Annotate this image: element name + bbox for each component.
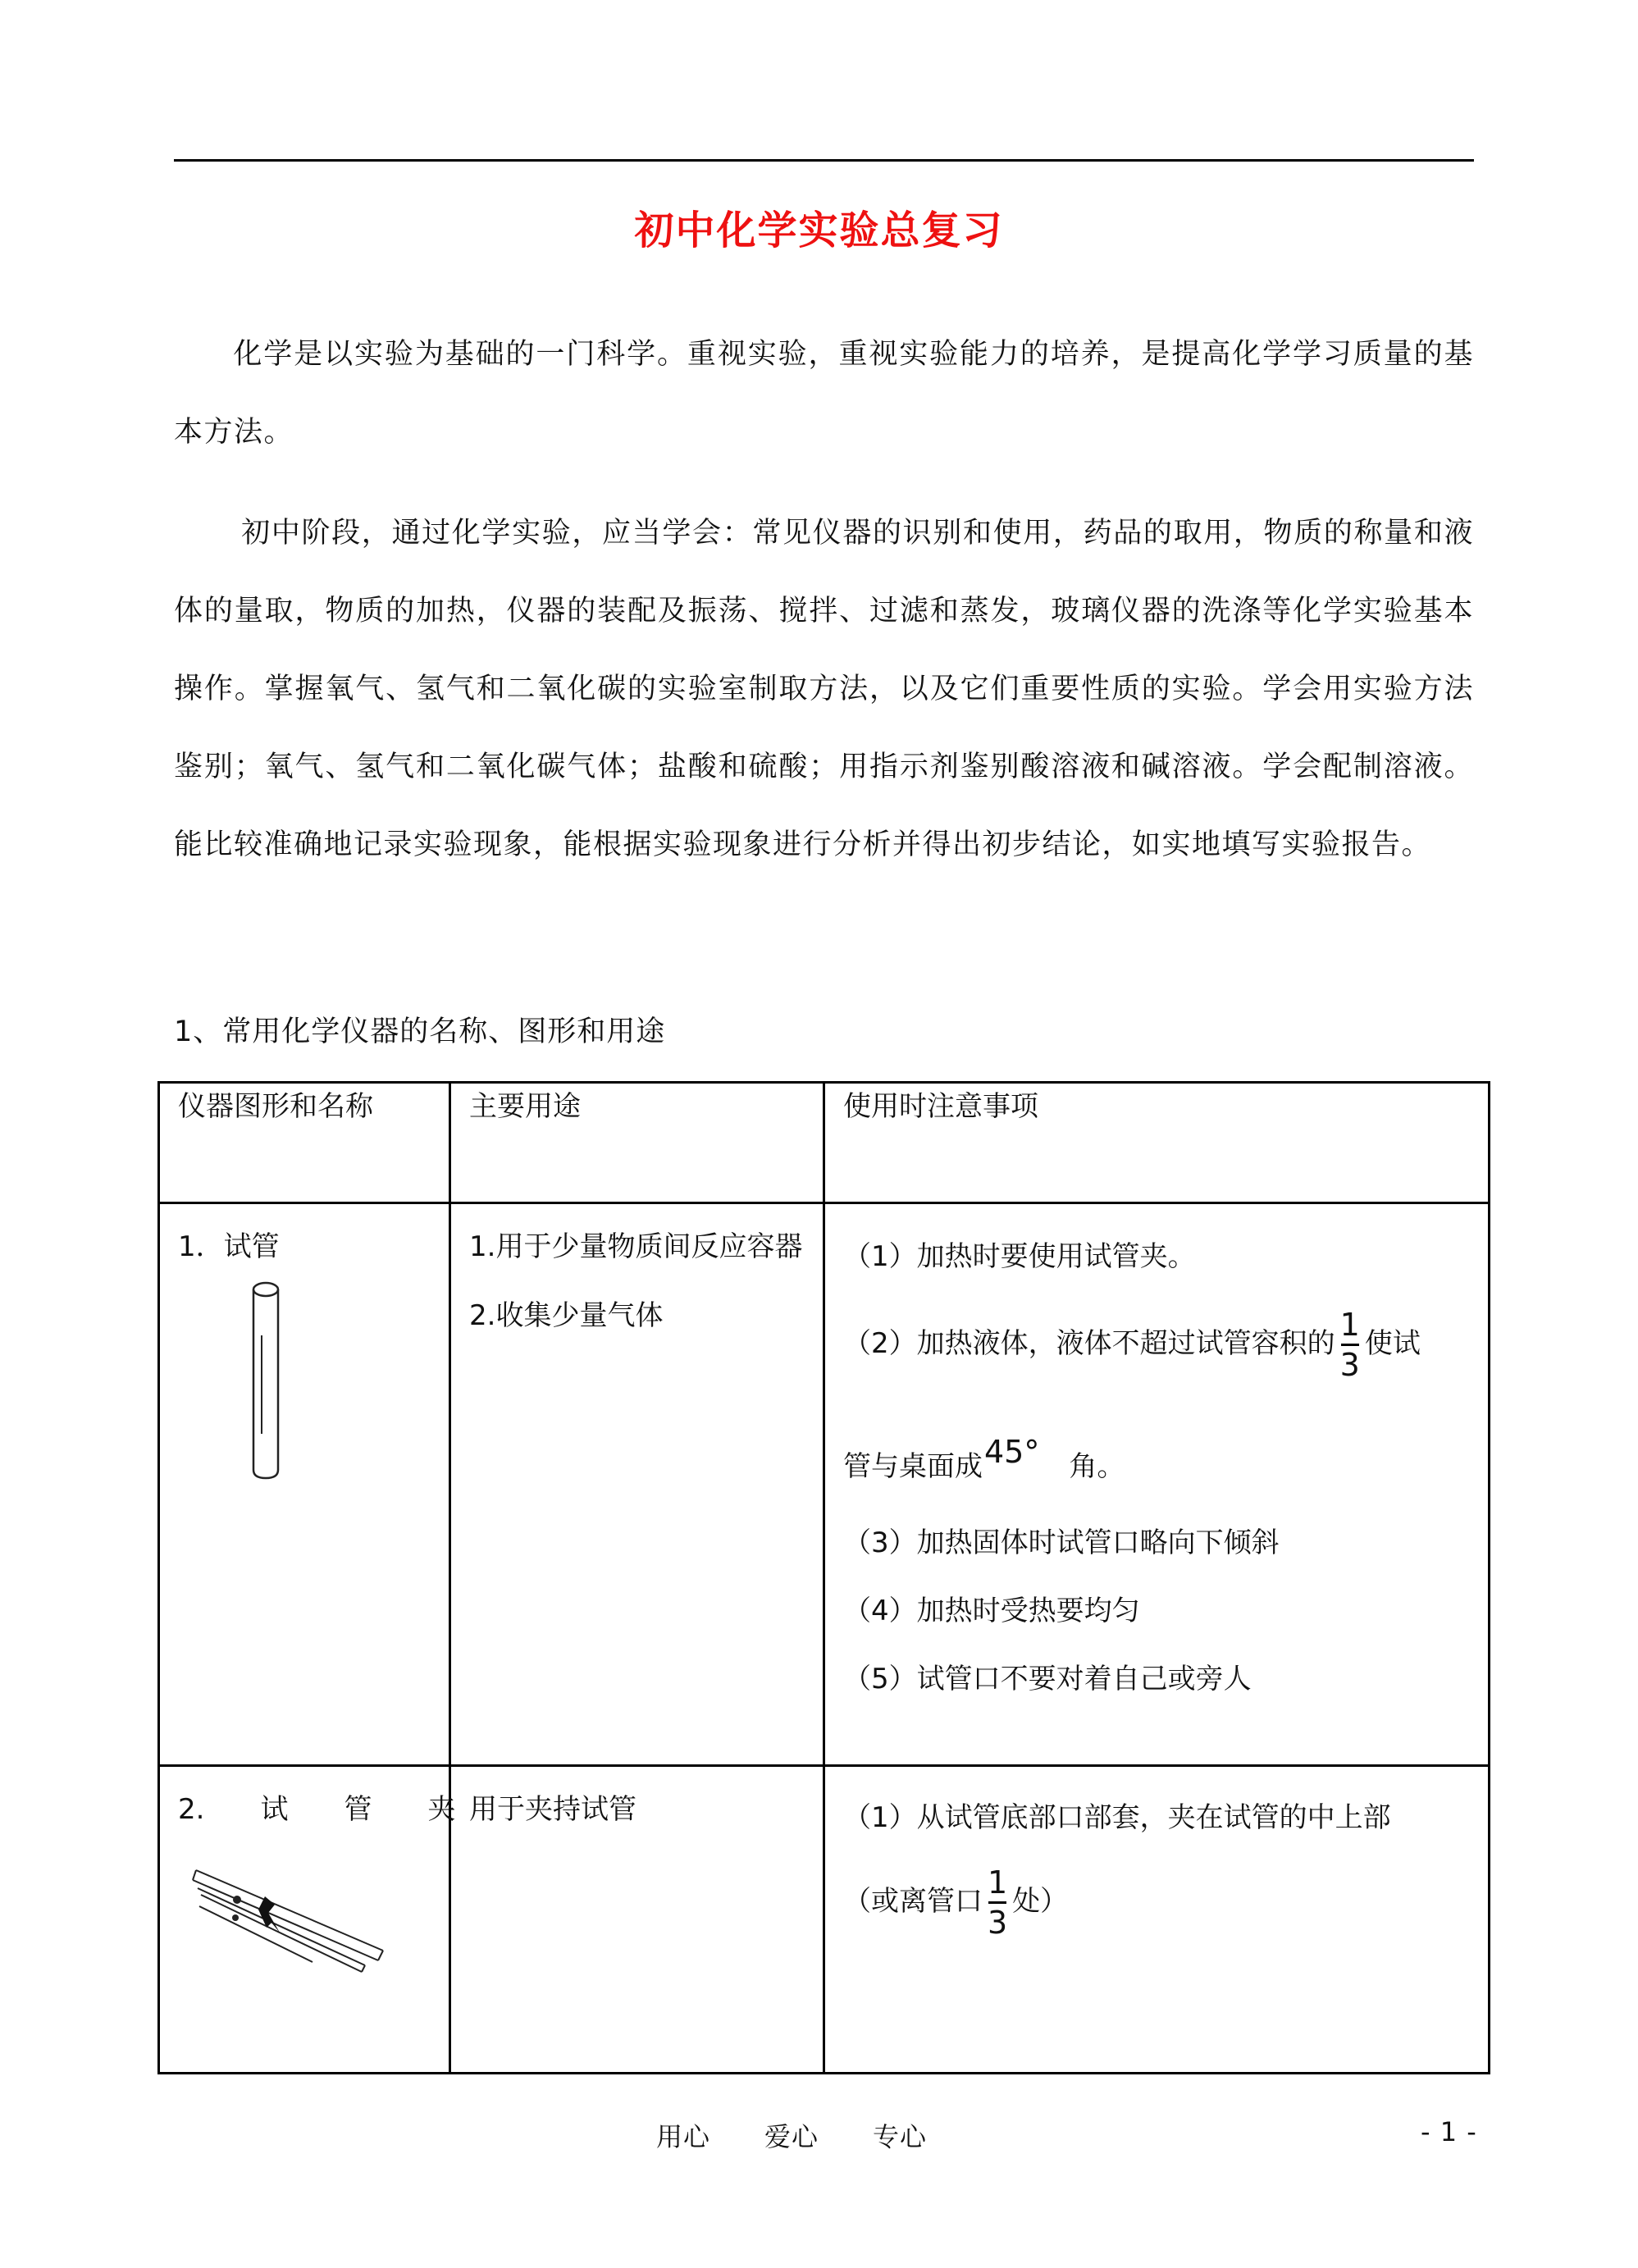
fraction-one-third	[1339, 1307, 1360, 1383]
header-cell-uses	[450, 1083, 824, 1203]
test-tube-note-2	[843, 1307, 1421, 1383]
fraction-bar	[1341, 1344, 1359, 1346]
angle-45: 45°	[984, 1434, 1040, 1470]
holder-note-2	[843, 1864, 1069, 1941]
apparatus-table	[157, 1081, 1490, 2074]
test-tube-icon	[245, 1280, 286, 1483]
cell-holder-uses	[450, 1766, 824, 2074]
fraction-one-third-holder	[988, 1864, 1008, 1941]
test-tube-uses	[469, 1212, 814, 1350]
test-tube-holder-icon	[189, 1864, 386, 1987]
header-rule	[174, 159, 1474, 162]
test-tube-note-2-text-b: 使试	[1364, 1327, 1421, 1360]
test-tube-note-2-text-a: （2）加热液体，液体不超过试管容积的	[843, 1327, 1335, 1360]
cell-holder-name	[159, 1766, 456, 2074]
fraction-numerator: 1	[1339, 1307, 1360, 1343]
fraction-denominator: 3	[988, 1905, 1008, 1941]
section-heading: 1、常用化学仪器的名称、图形和用途	[174, 1015, 666, 1048]
test-tube-note-2-text-d: 角。	[1069, 1450, 1125, 1483]
test-tube-note-3: （3）加热固体时试管口略向下倾斜	[843, 1526, 1280, 1559]
holder-note-2-text-b: 处）	[1012, 1885, 1069, 1918]
cell-test-tube-uses	[450, 1203, 824, 1766]
test-tube-note-4: （4）加热时受热要均匀	[843, 1595, 1140, 1627]
holder-use-1: 用于夹持试管	[469, 1793, 636, 1826]
header-cell-name	[159, 1083, 450, 1203]
cell-test-tube-notes	[824, 1203, 1490, 1766]
intro-paragraph-1-text: 化学是以实验为基础的一门科学。重视实验，重视实验能力的培养，是提高化学学习质量的基本方法。	[174, 338, 1474, 449]
footer-motto: 用心 爱心 专心	[656, 2121, 928, 2152]
test-tube-note-2-text-c: 管与桌面成	[843, 1450, 983, 1483]
fraction-numerator: 1	[988, 1864, 1008, 1901]
header-name-label: 仪器图形和名称	[178, 1090, 373, 1123]
holder-note-2-text-a: （或离管口	[843, 1885, 983, 1918]
intro-paragraph-1	[174, 316, 1474, 472]
test-tube-use-1: 1.用于少量物质间反应容器	[469, 1230, 803, 1263]
page-number: - 1 -	[1421, 2116, 1477, 2147]
fraction-bar	[988, 1901, 1006, 1904]
cell-test-tube-name	[159, 1203, 450, 1766]
holder-note-1: （1）从试管底部口部套，夹在试管的中上部	[843, 1801, 1391, 1834]
test-tube-name: 1．试管	[178, 1230, 280, 1263]
intro-paragraph-2	[174, 495, 1474, 884]
page-title: 初中化学实验总复习	[634, 208, 1004, 253]
header-cell-notes	[824, 1083, 1490, 1203]
table-header-row	[159, 1083, 1490, 1203]
test-tube-use-2: 2.收集少量气体	[469, 1299, 664, 1332]
table-row-test-tube	[159, 1203, 1490, 1766]
test-tube-note-5: （5）试管口不要对着自己或旁人	[843, 1663, 1252, 1695]
cell-holder-notes	[824, 1766, 1490, 2074]
fraction-denominator: 3	[1339, 1347, 1360, 1383]
header-notes-label: 使用时注意事项	[843, 1090, 1038, 1123]
holder-name: 2. 试 管 夹	[178, 1793, 456, 1826]
header-uses-label: 主要用途	[469, 1090, 581, 1123]
table-row-test-tube-holder	[159, 1766, 1490, 2074]
test-tube-note-2-cont	[843, 1434, 1125, 1484]
test-tube-note-1: （1）加热时要使用试管夹。	[843, 1240, 1196, 1273]
intro-paragraph-2-text: 初中阶段，通过化学实验，应当学会：常见仪器的识别和使用，药品的取用，物质的称量和液体的量取，物质的加热，仪器的装配及振荡、搅拌、过滤和蒸发，玻璃仪器的洗涤等化学实验基本操作。掌握氧气、氢气和二氧化碳的实验室制取方法，以及它们重要性质的实验。学会用实验方法鉴别；氧气、氢气和二氧化碳气体；盐酸和硫酸；用指示剂鉴别酸溶液和碱溶液。学会配制溶液。能比较准确地记录实验现象，能根据实验现象进行分析并得出初步结论，如实地填写实验报告。	[174, 517, 1474, 861]
